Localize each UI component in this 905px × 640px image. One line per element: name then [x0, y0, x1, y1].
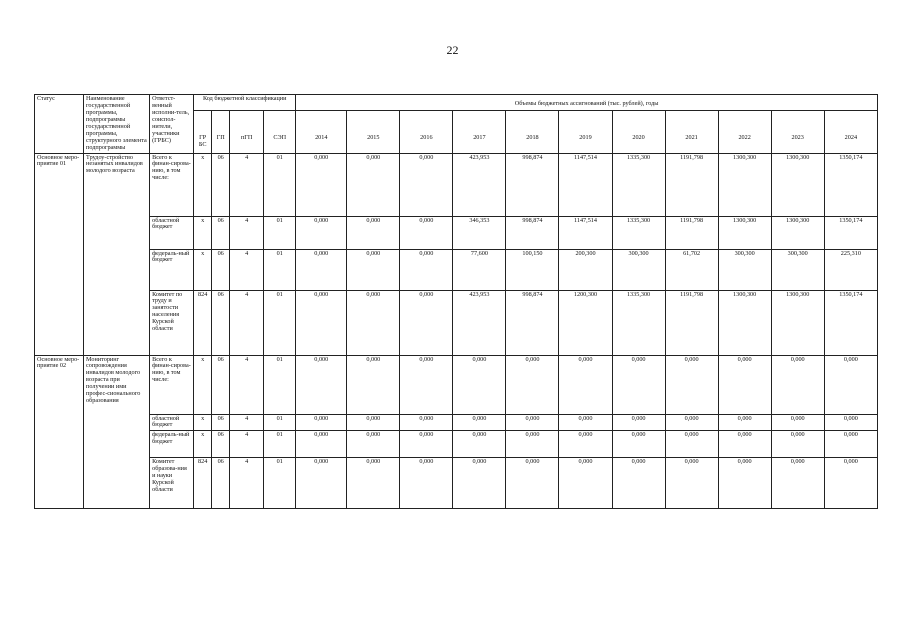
value-cell: 0,000	[296, 216, 347, 249]
header-name: Наименование государственной программы, подпрограммы государственной программы, структурного элемента подпрограммы	[84, 95, 150, 154]
value-cell: 0,000	[400, 431, 453, 458]
status-cell: Основное меро-приятие 02	[35, 355, 84, 509]
value-cell: 0,000	[296, 355, 347, 414]
value-cell: 1335,300	[612, 216, 665, 249]
value-cell: 1350,174	[824, 290, 877, 355]
status-cell: Основное меро-приятие 01	[35, 153, 84, 355]
value-cell: 0,000	[296, 431, 347, 458]
value-cell: 0,000	[665, 355, 718, 414]
value-cell: 1300,300	[771, 216, 824, 249]
value-cell: 0,000	[771, 414, 824, 431]
code-gp-cell: 06	[212, 290, 230, 355]
code-gp-cell: 06	[212, 153, 230, 216]
value-cell: 423,953	[453, 153, 506, 216]
value-cell: 998,874	[506, 153, 559, 216]
value-cell: 1300,300	[718, 153, 771, 216]
header-year: 2019	[559, 110, 612, 153]
value-cell: 0,000	[347, 290, 400, 355]
header-year: 2017	[453, 110, 506, 153]
name-cell: Мониторинг сопровождения инвалидов молодого возраста при получении ими профес-сионального образования	[84, 355, 150, 509]
executor-cell: федераль-ный бюджет	[150, 431, 194, 458]
code-grbs-cell: x	[194, 216, 212, 249]
value-cell: 0,000	[824, 414, 877, 431]
value-cell: 0,000	[559, 414, 612, 431]
value-cell: 0,000	[347, 355, 400, 414]
code-gp-cell: 06	[212, 249, 230, 290]
value-cell: 0,000	[506, 355, 559, 414]
header-code-gp: ГП	[212, 110, 230, 153]
executor-cell: Комитет по труду и занятости населения Курской области	[150, 290, 194, 355]
header-code-sep: СЭП	[264, 110, 296, 153]
value-cell: 0,000	[559, 355, 612, 414]
value-cell: 1147,514	[559, 153, 612, 216]
value-cell: 0,000	[718, 355, 771, 414]
code-sep-cell: 01	[264, 153, 296, 216]
code-pgp-cell: 4	[230, 414, 264, 431]
value-cell: 0,000	[824, 355, 877, 414]
value-cell: 0,000	[400, 290, 453, 355]
code-gp-cell: 06	[212, 414, 230, 431]
header-year: 2014	[296, 110, 347, 153]
value-cell: 0,000	[400, 153, 453, 216]
code-sep-cell: 01	[264, 216, 296, 249]
value-cell: 0,000	[559, 458, 612, 509]
table-row	[35, 431, 878, 458]
value-cell: 300,300	[718, 249, 771, 290]
code-pgp-cell: 4	[230, 153, 264, 216]
value-cell: 1350,174	[824, 153, 877, 216]
name-cell: Трудоу-стройство незанятых инвалидов молодого возраста	[84, 153, 150, 355]
value-cell: 0,000	[612, 458, 665, 509]
value-cell: 0,000	[718, 431, 771, 458]
value-cell: 0,000	[400, 414, 453, 431]
value-cell: 100,150	[506, 249, 559, 290]
value-cell: 0,000	[718, 414, 771, 431]
value-cell: 0,000	[665, 431, 718, 458]
code-gp-cell: 06	[212, 431, 230, 458]
value-cell: 61,702	[665, 249, 718, 290]
table-row	[35, 458, 878, 509]
value-cell: 346,353	[453, 216, 506, 249]
value-cell: 0,000	[400, 458, 453, 509]
header-status: Статус	[35, 95, 84, 154]
header-year: 2022	[718, 110, 771, 153]
value-cell: 0,000	[771, 355, 824, 414]
page-number: 22	[446, 43, 459, 57]
value-cell: 0,000	[347, 458, 400, 509]
header-year: 2015	[347, 110, 400, 153]
code-pgp-cell: 4	[230, 431, 264, 458]
value-cell: 77,600	[453, 249, 506, 290]
value-cell: 998,874	[506, 216, 559, 249]
header-code-grbs: ГР БС	[194, 110, 212, 153]
header-budget-code: Код бюджетной классификации	[194, 95, 296, 111]
value-cell: 1191,798	[665, 153, 718, 216]
value-cell: 0,000	[453, 355, 506, 414]
value-cell: 0,000	[665, 458, 718, 509]
header-row-top	[35, 95, 878, 111]
code-grbs-cell: 824	[194, 290, 212, 355]
value-cell: 0,000	[612, 431, 665, 458]
value-cell: 0,000	[612, 355, 665, 414]
header-executor: Ответст-венный исполни-тель, соиспол-нители, участники (ГРБС)	[150, 95, 194, 154]
value-cell: 300,300	[612, 249, 665, 290]
code-grbs-cell: x	[194, 414, 212, 431]
code-pgp-cell: 4	[230, 458, 264, 509]
code-pgp-cell: 4	[230, 290, 264, 355]
value-cell: 1191,798	[665, 290, 718, 355]
header-year: 2020	[612, 110, 665, 153]
executor-cell: Всего к финан-сирова-нию, в том числе:	[150, 355, 194, 414]
value-cell: 0,000	[665, 414, 718, 431]
value-cell: 300,300	[771, 249, 824, 290]
executor-cell: Комитет образова-ния и науки Курской области	[150, 458, 194, 509]
code-sep-cell: 01	[264, 458, 296, 509]
table-row	[35, 153, 878, 216]
code-sep-cell: 01	[264, 249, 296, 290]
value-cell: 0,000	[453, 458, 506, 509]
executor-cell: областной бюджет	[150, 414, 194, 431]
table-row	[35, 290, 878, 355]
code-sep-cell: 01	[264, 290, 296, 355]
value-cell: 1335,300	[612, 290, 665, 355]
table-row	[35, 249, 878, 290]
value-cell: 0,000	[296, 414, 347, 431]
value-cell: 0,000	[824, 431, 877, 458]
value-cell: 0,000	[400, 249, 453, 290]
value-cell: 0,000	[453, 414, 506, 431]
value-cell: 0,000	[347, 431, 400, 458]
table-row	[35, 355, 878, 414]
value-cell: 0,000	[347, 414, 400, 431]
code-gp-cell: 06	[212, 355, 230, 414]
code-grbs-cell: x	[194, 355, 212, 414]
code-grbs-cell: x	[194, 153, 212, 216]
code-pgp-cell: 4	[230, 355, 264, 414]
code-gp-cell: 06	[212, 216, 230, 249]
executor-cell: федераль-ный бюджет	[150, 249, 194, 290]
value-cell: 0,000	[506, 414, 559, 431]
value-cell: 0,000	[771, 431, 824, 458]
value-cell: 0,000	[296, 458, 347, 509]
value-cell: 1200,300	[559, 290, 612, 355]
budget-allocation-table	[34, 94, 878, 509]
value-cell: 0,000	[347, 153, 400, 216]
value-cell: 0,000	[296, 249, 347, 290]
executor-cell: Всего к финан-сирова-нию, в том числе:	[150, 153, 194, 216]
value-cell: 0,000	[296, 153, 347, 216]
value-cell: 225,310	[824, 249, 877, 290]
code-grbs-cell: x	[194, 249, 212, 290]
value-cell: 1350,174	[824, 216, 877, 249]
header-year: 2018	[506, 110, 559, 153]
header-year: 2023	[771, 110, 824, 153]
table-row	[35, 216, 878, 249]
value-cell: 1147,514	[559, 216, 612, 249]
value-cell: 1300,300	[718, 290, 771, 355]
value-cell: 0,000	[506, 458, 559, 509]
code-sep-cell: 01	[264, 414, 296, 431]
code-sep-cell: 01	[264, 355, 296, 414]
value-cell: 0,000	[771, 458, 824, 509]
value-cell: 0,000	[718, 458, 771, 509]
value-cell: 0,000	[347, 249, 400, 290]
value-cell: 0,000	[506, 431, 559, 458]
code-pgp-cell: 4	[230, 249, 264, 290]
value-cell: 1335,300	[612, 153, 665, 216]
table-body	[35, 153, 878, 509]
value-cell: 423,953	[453, 290, 506, 355]
value-cell: 1300,300	[771, 153, 824, 216]
value-cell: 1191,798	[665, 216, 718, 249]
value-cell: 200,300	[559, 249, 612, 290]
value-cell: 1300,300	[718, 216, 771, 249]
value-cell: 0,000	[559, 431, 612, 458]
header-volumes: Объемы бюджетных ассигнований (тыс. рублей), годы	[296, 95, 878, 111]
value-cell: 0,000	[612, 414, 665, 431]
executor-cell: областной бюджет	[150, 216, 194, 249]
value-cell: 998,874	[506, 290, 559, 355]
value-cell: 0,000	[453, 431, 506, 458]
code-grbs-cell: x	[194, 431, 212, 458]
table-row	[35, 414, 878, 431]
value-cell: 0,000	[347, 216, 400, 249]
value-cell: 0,000	[296, 290, 347, 355]
code-gp-cell: 06	[212, 458, 230, 509]
value-cell: 1300,300	[771, 290, 824, 355]
value-cell: 0,000	[400, 216, 453, 249]
header-year: 2021	[665, 110, 718, 153]
code-grbs-cell: 824	[194, 458, 212, 509]
code-pgp-cell: 4	[230, 216, 264, 249]
header-year: 2024	[824, 110, 877, 153]
value-cell: 0,000	[824, 458, 877, 509]
value-cell: 0,000	[400, 355, 453, 414]
header-year: 2016	[400, 110, 453, 153]
header-code-pgp: пГП	[230, 110, 264, 153]
code-sep-cell: 01	[264, 431, 296, 458]
